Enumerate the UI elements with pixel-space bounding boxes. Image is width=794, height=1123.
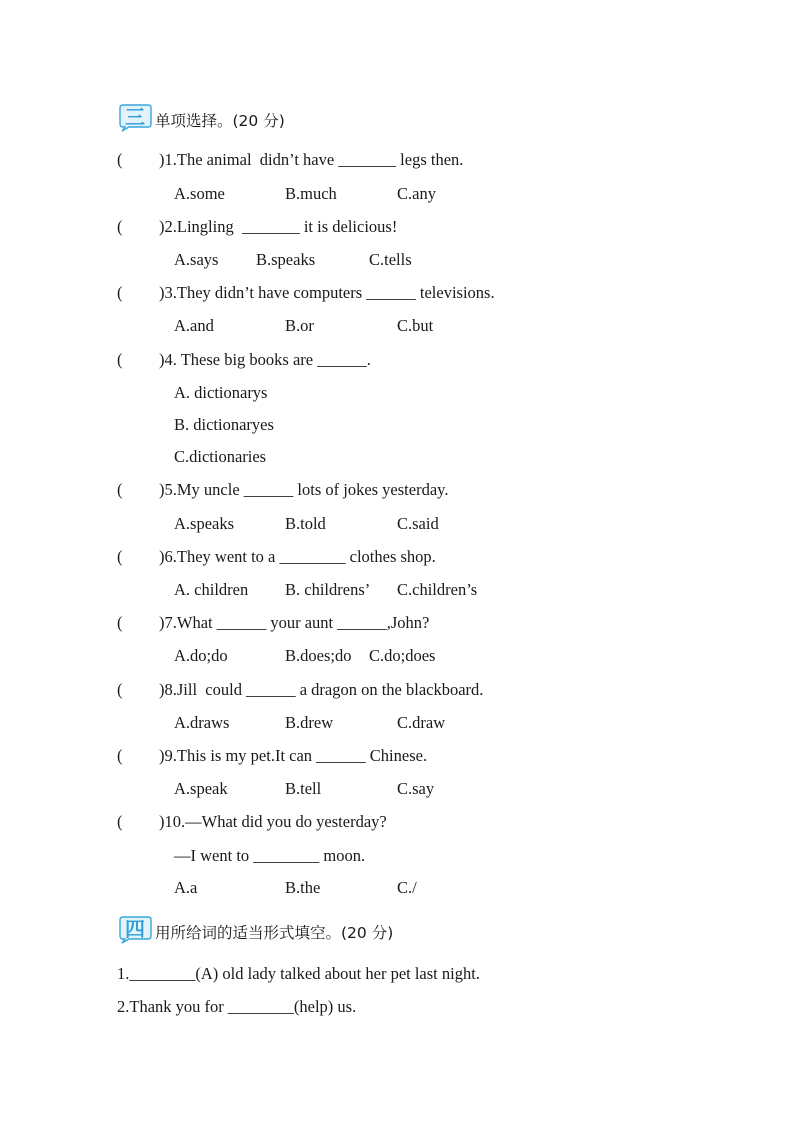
question-stem-continued: —I went to ________ moon. (174, 846, 366, 865)
question-stem: )8.Jill could ______ a dragon on the blackboard. (159, 680, 484, 699)
option-a: A.speaks (174, 514, 235, 533)
fill-blank-item-2: 2.Thank you for ________(help) us. (117, 997, 357, 1016)
question-stem: )4. These big books are ______. (159, 350, 371, 369)
section-3-title: 单项选择。(20 分) (155, 112, 285, 130)
fill-blank-item-1: 1.________(A) old lady talked about her pet last night. (117, 964, 480, 983)
answer-paren[interactable]: ( (117, 680, 123, 699)
question-stem: )3.They didn’t have computers ______ televisions. (159, 283, 495, 302)
option-b: B.speaks (256, 250, 316, 269)
option-c: C.draw (397, 713, 446, 732)
option-b: B. dictionaryes (174, 415, 274, 434)
question-6-options (174, 580, 478, 600)
section-3-header (117, 100, 285, 134)
option-a: A. children (174, 580, 249, 599)
answer-paren[interactable]: ( (117, 150, 123, 169)
answer-paren[interactable]: ( (117, 613, 123, 632)
option-a: A. dictionarys (174, 383, 268, 402)
option-c: C.dictionaries (174, 447, 267, 466)
option-b: B.tell (285, 779, 322, 798)
option-c: C.any (397, 184, 436, 203)
question-1 (117, 150, 463, 170)
option-c: C./ (397, 878, 417, 897)
option-c: C.do;does (369, 646, 436, 665)
option-b: B.does;do (285, 646, 352, 665)
section-3-number: 三 (125, 105, 145, 129)
question-4-option-a (174, 383, 268, 403)
question-stem: )10.—What did you do yesterday? (159, 812, 387, 831)
option-c: C.tells (369, 250, 412, 269)
option-a: A.and (174, 316, 214, 335)
option-b: B.the (285, 878, 321, 897)
question-4-option-b (174, 415, 274, 435)
option-b: B.told (285, 514, 326, 533)
question-2 (117, 217, 397, 237)
question-1-options (174, 184, 436, 204)
question-9 (117, 746, 427, 766)
answer-paren[interactable]: ( (117, 283, 123, 302)
question-3-options (174, 316, 434, 336)
question-2-options (174, 250, 412, 270)
question-7 (117, 613, 429, 633)
question-8 (117, 680, 483, 700)
answer-paren[interactable]: ( (117, 812, 123, 831)
option-a: A.draws (174, 713, 230, 732)
question-stem: )7.What ______ your aunt ______,John? (159, 613, 430, 632)
answer-paren[interactable]: ( (117, 547, 123, 566)
option-a: A.says (174, 250, 219, 269)
answer-paren[interactable]: ( (117, 746, 123, 765)
section-3-badge (117, 102, 153, 132)
option-a: A.some (174, 184, 225, 203)
question-stem: )1.The animal didn’t have _______ legs then. (159, 150, 464, 169)
question-4-option-c (174, 447, 267, 467)
section-4-badge (117, 914, 153, 944)
option-b: B. childrens’ (285, 580, 371, 599)
question-10-second-line (174, 846, 366, 866)
question-7-options (174, 646, 436, 666)
section-4-title: 用所给词的适当形式填空。(20 分) (155, 924, 394, 942)
question-10 (117, 812, 387, 832)
section-4-number: 四 (125, 917, 145, 941)
option-c: C.said (397, 514, 439, 533)
question-9-options (174, 779, 435, 799)
option-b: B.or (285, 316, 314, 335)
answer-paren[interactable]: ( (117, 480, 123, 499)
option-c: C.say (397, 779, 435, 798)
question-6 (117, 547, 436, 567)
question-4 (117, 350, 371, 370)
question-stem: )2.Lingling _______ it is delicious! (159, 217, 398, 236)
option-b: B.much (285, 184, 337, 203)
answer-paren[interactable]: ( (117, 350, 123, 369)
section-4-header (117, 912, 393, 946)
answer-paren[interactable]: ( (117, 217, 123, 236)
option-c: C.but (397, 316, 434, 335)
question-8-options (174, 713, 446, 733)
option-a: A.a (174, 878, 198, 897)
question-5 (117, 480, 448, 500)
option-b: B.drew (285, 713, 334, 732)
question-3 (117, 283, 495, 303)
option-a: A.do;do (174, 646, 228, 665)
option-c: C.children’s (397, 580, 478, 599)
option-a: A.speak (174, 779, 228, 798)
question-5-options (174, 514, 439, 534)
question-stem: )9.This is my pet.It can ______ Chinese. (159, 746, 428, 765)
question-stem: )5.My uncle ______ lots of jokes yesterday. (159, 480, 449, 499)
question-stem: )6.They went to a ________ clothes shop. (159, 547, 436, 566)
question-10-options (174, 878, 417, 898)
